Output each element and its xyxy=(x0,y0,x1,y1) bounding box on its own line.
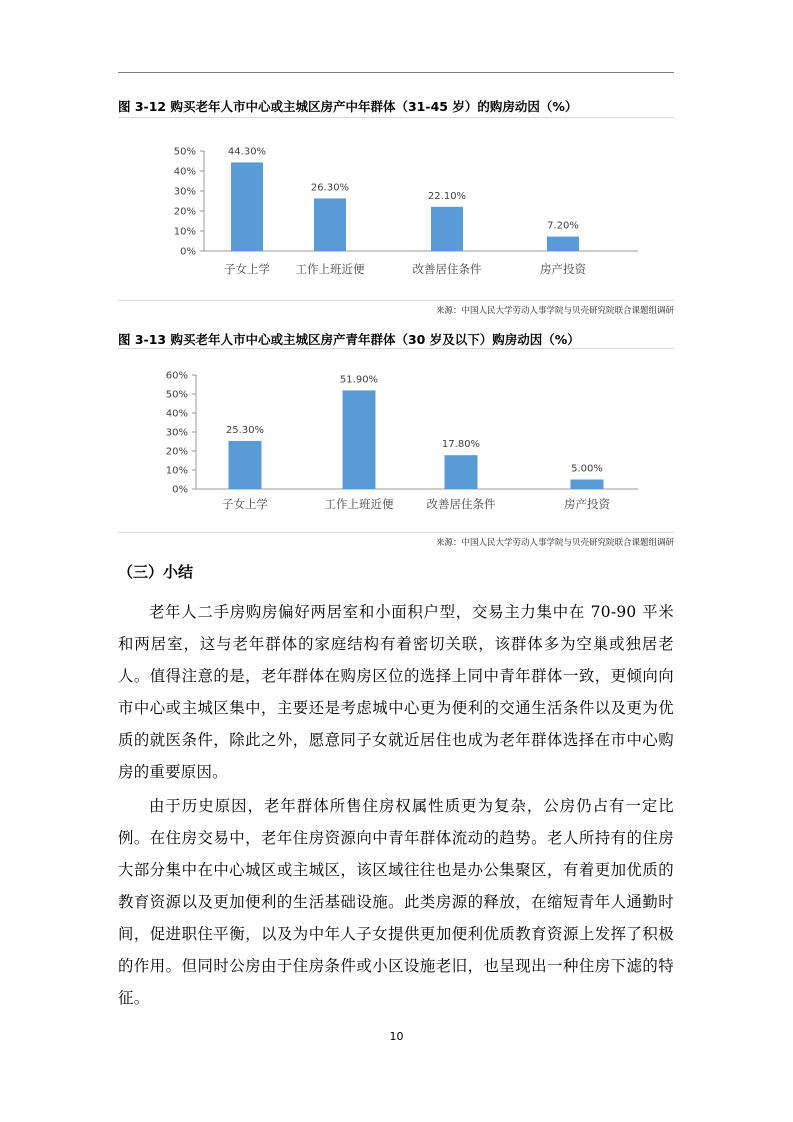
y-tick-label: 30% xyxy=(173,186,196,198)
category-label: 子女上学 xyxy=(222,497,268,511)
bar xyxy=(445,455,478,489)
y-tick-label: 10% xyxy=(173,226,196,238)
bar xyxy=(229,441,262,489)
y-tick-label: 40% xyxy=(173,166,196,178)
y-tick-label: 0% xyxy=(180,246,196,258)
y-tick-label: 60% xyxy=(165,370,188,382)
y-tick-label: 20% xyxy=(165,446,188,458)
figure-title-2: 图 3-13 购买老年人市中心或主城区房产青年群体（30 岁及以下）购房动因（%） xyxy=(118,332,580,347)
bar xyxy=(343,390,376,489)
section-heading: （三）小结 xyxy=(118,563,194,581)
category-label: 工作上班近便 xyxy=(295,262,365,276)
bar xyxy=(431,207,463,251)
bar xyxy=(231,162,263,251)
bar xyxy=(571,480,604,490)
category-label: 子女上学 xyxy=(224,262,270,276)
y-tick-label: 20% xyxy=(173,206,196,218)
y-tick-label: 0% xyxy=(172,484,188,496)
data-label: 26.30% xyxy=(310,182,350,194)
category-label: 改善居住条件 xyxy=(412,262,482,276)
data-label: 17.80% xyxy=(441,439,481,451)
category-label: 房产投资 xyxy=(540,262,586,276)
y-tick-label: 50% xyxy=(173,146,196,158)
body-paragraph-1: 老年人二手房购房偏好两居室和小面积户型，交易主力集中在 70-90 平米和两居室，这与老年群体的家庭结构有着密切关联，该群体多为空巢或独居老人。值得注意的是，老年群体在购房区位的选择上同中青年群体一致，更倾向向市中心或主城区集中，主要还是考虑城中心更为便利的交通生活条件以及更为优质的就医条件，除此之外，愿意同子女就近居住也成为老年群体选择在市中心购房的重要原因。 xyxy=(118,603,674,781)
figure-source-2: 来源：中国人民大学劳动人事学院与贝壳研究院联合课题组调研 xyxy=(435,538,674,548)
y-tick-label: 10% xyxy=(165,465,188,477)
bar xyxy=(314,198,346,251)
y-tick-label: 40% xyxy=(165,408,188,420)
bar-chart-2 xyxy=(118,349,674,525)
category-label: 改善居住条件 xyxy=(426,497,496,511)
page-number: 10 xyxy=(389,1030,404,1043)
category-label: 工作上班近便 xyxy=(324,497,394,511)
y-tick-label: 50% xyxy=(165,389,188,401)
y-tick-label: 30% xyxy=(165,427,188,439)
figure-bottom-rule-1 xyxy=(118,300,674,301)
figure-bottom-rule-2 xyxy=(118,532,674,533)
category-label: 房产投资 xyxy=(564,497,610,511)
bar xyxy=(547,237,579,251)
data-label: 25.30% xyxy=(225,424,265,436)
data-label: 5.00% xyxy=(571,463,603,475)
body-paragraph-2: 由于历史原因，老年群体所售住房权属性质更为复杂，公房仍占有一定比例。在住房交易中，老年住房资源向中青年群体流动的趋势。老人所持有的住房大部分集中在中心城区或主城区，该区域往往也是办公集聚区，有着更加优质的教育资源以及更加便利的生活基础设施。此类房源的释放，在缩短青年人通勤时间，促进职住平衡，以及为中年人子女提供更加便利优质教育资源上发挥了积极的作用。但同时公房由于住房条件或小区设施老旧，也呈现出一种住房下滤的特征。 xyxy=(118,797,674,1007)
header-rule xyxy=(118,72,674,73)
data-label: 7.20% xyxy=(547,220,579,232)
figure-title-1: 图 3-12 购买老年人市中心或主城区房产中年群体（31-45 岁）的购房动因（%） xyxy=(118,99,578,114)
figure-source-1: 来源：中国人民大学劳动人事学院与贝壳研究院联合课题组调研 xyxy=(435,306,674,316)
data-label: 22.10% xyxy=(427,190,467,202)
data-label: 51.90% xyxy=(339,374,379,386)
bar-chart-1 xyxy=(118,118,674,290)
data-label: 44.30% xyxy=(227,146,267,158)
